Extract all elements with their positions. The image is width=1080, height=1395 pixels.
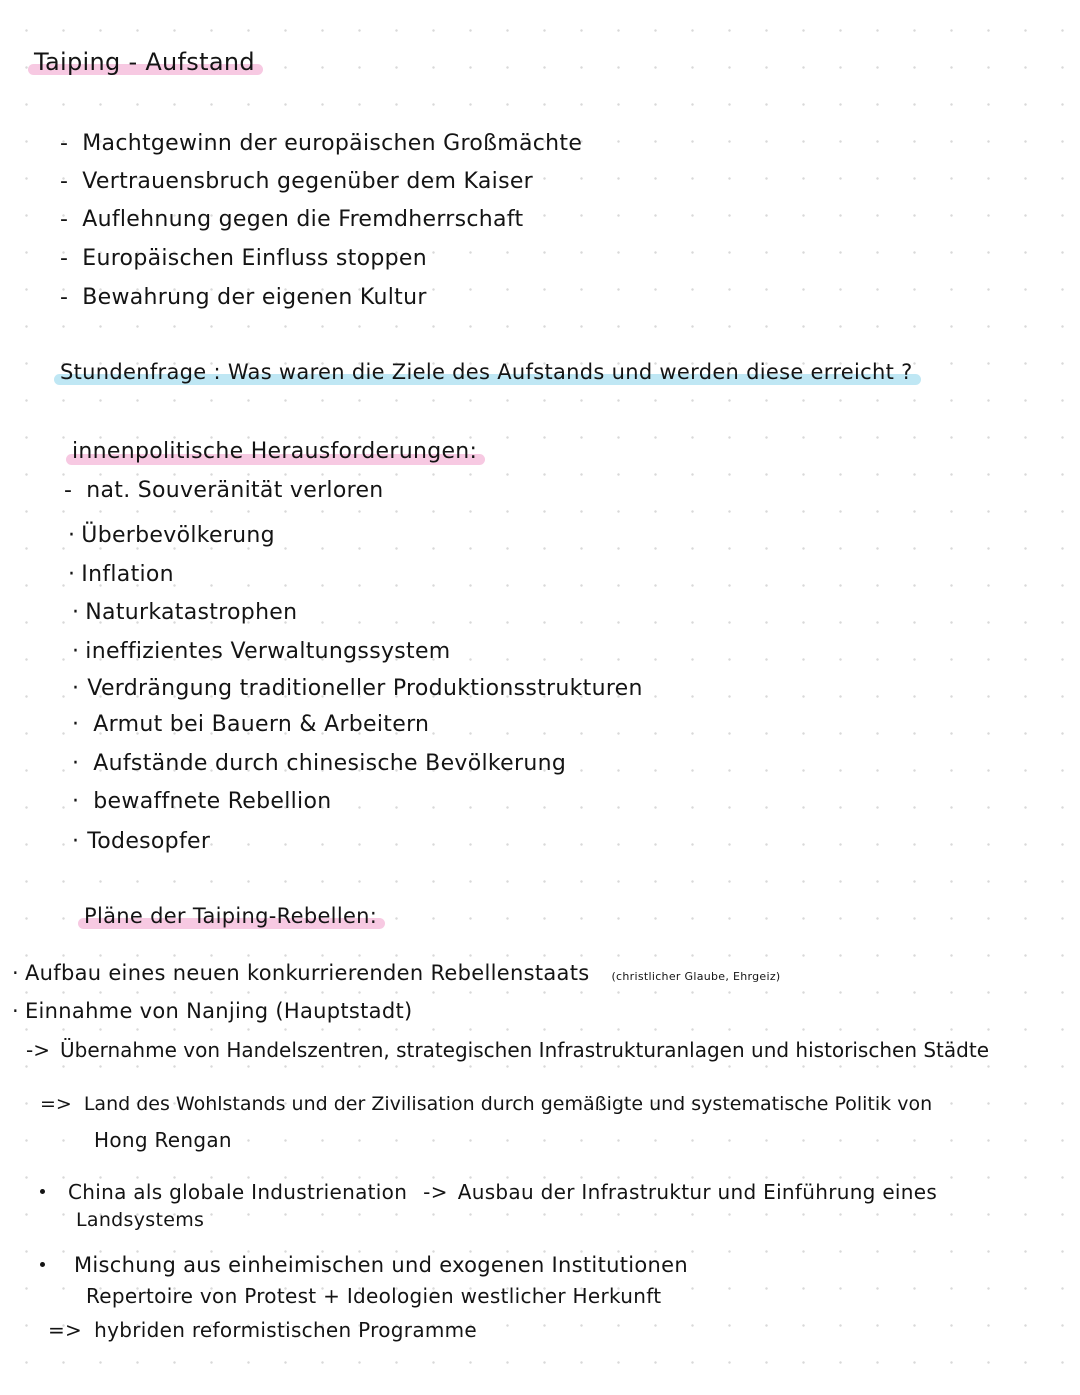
side-note: (christlicher Glaube, Ehrgeiz) — [611, 970, 781, 983]
list-item: · bewaffnete Rebellion — [72, 789, 332, 814]
dash-marker: - — [64, 478, 73, 503]
lesson-question: Stundenfrage : Was waren die Ziele des Aufstands und werden diese erreicht ? — [60, 360, 913, 384]
list-item: - Auflehnung gegen die Fremdherrschaft — [60, 207, 524, 232]
list-item: - Bewahrung der eigenen Kultur — [60, 285, 427, 310]
dot-marker: · — [72, 829, 80, 854]
list-item: · Armut bei Bauern & Arbeitern — [72, 712, 430, 737]
dash-marker: - — [60, 246, 69, 271]
continued-line: Repertoire von Protest + Ideologien westlicher Herkunft — [86, 1284, 662, 1308]
list-item: China als globale Industrienation -> Ausbau der Infrastruktur und Einführung eines — [68, 1180, 938, 1204]
challenges-heading: innenpolitische Herausforderungen: — [72, 439, 478, 464]
dot-marker: · — [72, 600, 80, 625]
list-item: - Vertrauensbruch gegenüber dem Kaiser — [60, 169, 534, 194]
dot-marker: · — [72, 676, 80, 701]
dot-marker: · — [68, 523, 76, 548]
dot-marker: · — [12, 961, 19, 985]
dot-marker: · — [72, 751, 80, 776]
bullet-dot — [40, 1262, 45, 1267]
list-item: · Einnahme von Nanjing (Hauptstadt) — [12, 999, 413, 1023]
plans-heading: Pläne der Taiping-Rebellen: — [84, 904, 378, 928]
conclusion-line: => hybriden reformistischen Programme — [48, 1318, 478, 1342]
dot-marker: · — [72, 789, 80, 814]
list-item: · ineffizientes Verwaltungssystem — [72, 639, 451, 664]
title-text: Taiping - Aufstand — [34, 48, 255, 76]
list-item: Mischung aus einheimischen und exogenen Institutionen — [74, 1253, 688, 1277]
list-item: · Todesopfer — [72, 829, 211, 854]
dash-marker: - — [60, 207, 69, 232]
dot-marker: · — [72, 639, 80, 664]
continued-line: Landsystems — [76, 1209, 205, 1231]
dot-marker: · — [72, 712, 80, 737]
double-arrow-marker: => — [40, 1093, 72, 1115]
arrow-marker: -> — [26, 1038, 50, 1062]
double-arrow-marker: => — [48, 1318, 83, 1342]
list-item: · Überbevölkerung — [68, 523, 275, 548]
arrow-marker: -> — [423, 1180, 448, 1204]
dash-marker: - — [60, 169, 69, 194]
dot-marker: · — [12, 999, 19, 1023]
list-item: · Aufstände durch chinesische Bevölkerung — [72, 751, 567, 776]
dash-marker: - — [60, 131, 69, 156]
bullet-dot — [40, 1189, 45, 1194]
arrow-line: -> Übernahme von Handelszentren, strategischen Infrastrukturanlagen und historischen Städte — [26, 1038, 989, 1062]
list-item: · Inflation — [68, 562, 174, 587]
arrow-line: => Land des Wohlstands und der Zivilisation durch gemäßigte und systematische Politik von — [40, 1090, 932, 1118]
list-item: · Aufbau eines neuen konkurrierenden Rebellenstaats (christlicher Glaube, Ehrgeiz) — [12, 961, 781, 985]
page-title — [34, 48, 255, 76]
list-item: · Naturkatastrophen — [72, 600, 298, 625]
dash-marker: - — [60, 285, 69, 310]
list-item: · Verdrängung traditioneller Produktionsstrukturen — [72, 676, 643, 701]
list-item: - Machtgewinn der europäischen Großmächte — [60, 131, 583, 156]
list-item: - nat. Souveränität verloren — [64, 478, 384, 503]
list-item: - Europäischen Einfluss stoppen — [60, 246, 427, 271]
dot-marker: · — [68, 562, 76, 587]
continued-line: Hong Rengan — [94, 1128, 232, 1152]
